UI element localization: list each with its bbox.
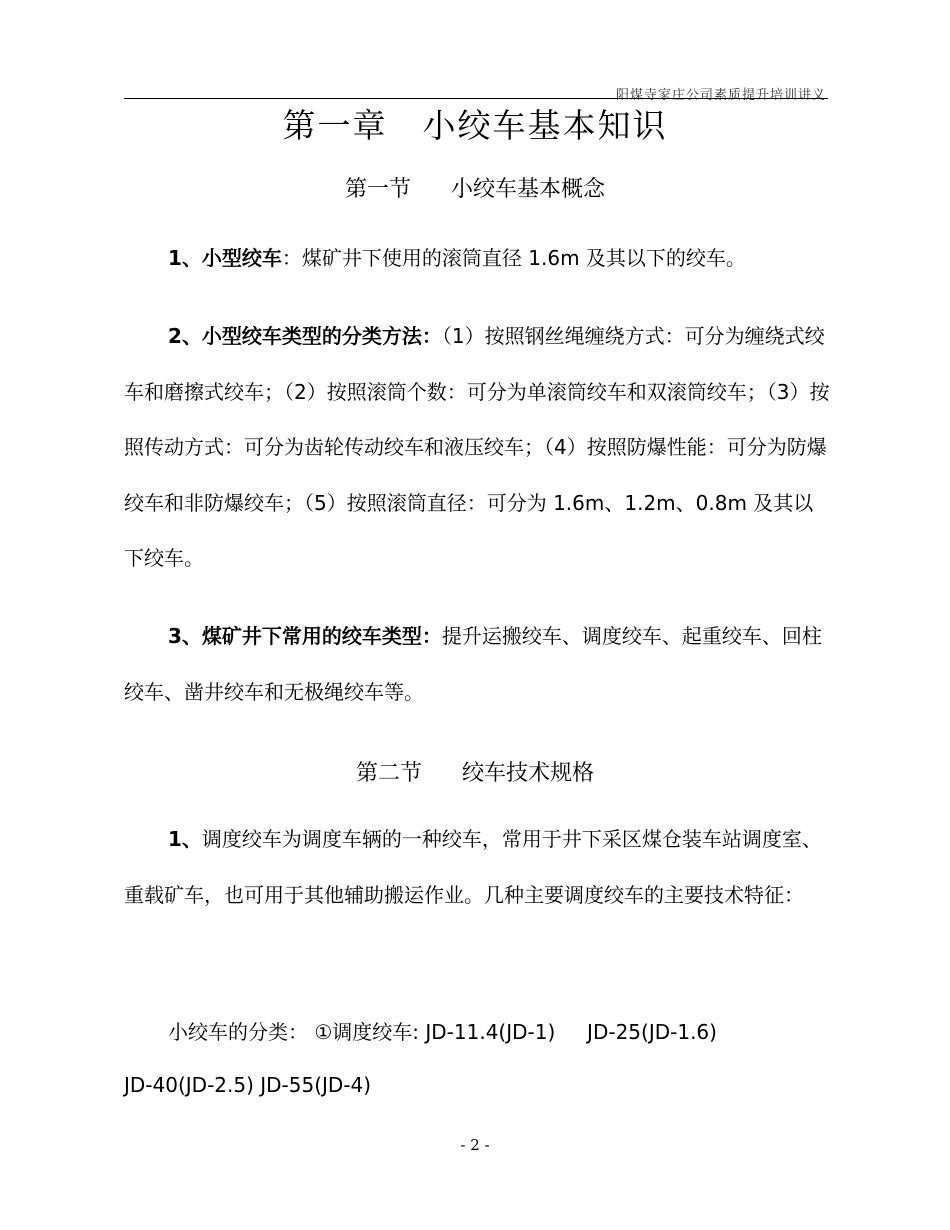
item-label: 3、煤矿井下常用的绞车类型： <box>168 624 442 648</box>
section-1-item-1 <box>124 231 830 287</box>
section-1-item-3 <box>124 609 830 720</box>
classification-line-1: 小绞车的分类： ①调度绞车: JD-11.4(JD-1) JD-25(JD-1.6) <box>168 1020 717 1044</box>
section-2-number: 第二节 <box>355 761 422 786</box>
item-text: ：煤矿井下使用的滚筒直径 1.6m 及其以下的绞车。 <box>281 246 746 270</box>
item-label: 2、小型绞车类型的分类方法： <box>168 324 442 348</box>
section-2-name: 绞车技术规格 <box>462 761 595 786</box>
chapter-title: 第一章 小绞车基本知识 <box>282 106 668 145</box>
item-text: 提升运搬绞车、调度绞车、起重绞车、回柱绞车、凿井绞车和无极绳绞车等。 <box>124 624 822 704</box>
classification-line-2: JD-40(JD-2.5) JD-55(JD-4) <box>124 1073 372 1097</box>
item-text: （1）按照钢丝绳缠绕方式：可分为缠绕式绞车和磨擦式绞车；（2）按照滚筒个数：可分为单滚筒绞车和双滚筒绞车；（3）按照传动方式：可分为齿轮传动绞车和液压绞车；（4）按照防爆性能：可分为防爆绞车和非防爆绞车；（5）按照滚筒直径：可分为 1.6m、1.2m、0.8m 及其以下绞车。 <box>124 324 830 570</box>
item-label: 1、小型绞车 <box>168 246 282 270</box>
section-1-title <box>0 172 950 203</box>
header-rule <box>124 98 828 99</box>
page-number: - 2 - <box>460 1136 490 1154</box>
section-1-item-2 <box>124 309 830 587</box>
section-1-name: 小绞车基本概念 <box>451 177 606 202</box>
item-label: 1、 <box>168 827 202 851</box>
section-2-item-1 <box>124 812 830 923</box>
section-1-number: 第一节 <box>344 177 411 202</box>
running-header: 阳煤寺家庄公司素质提升培训讲义 <box>615 88 826 103</box>
item-text: 调度绞车为调度车辆的一种绞车，常用于井下采区煤仓装车站调度室、重载矿车，也可用于其他辅助搬运作业。几种主要调度绞车的主要技术特征： <box>124 827 822 907</box>
section-2-title <box>0 756 950 787</box>
